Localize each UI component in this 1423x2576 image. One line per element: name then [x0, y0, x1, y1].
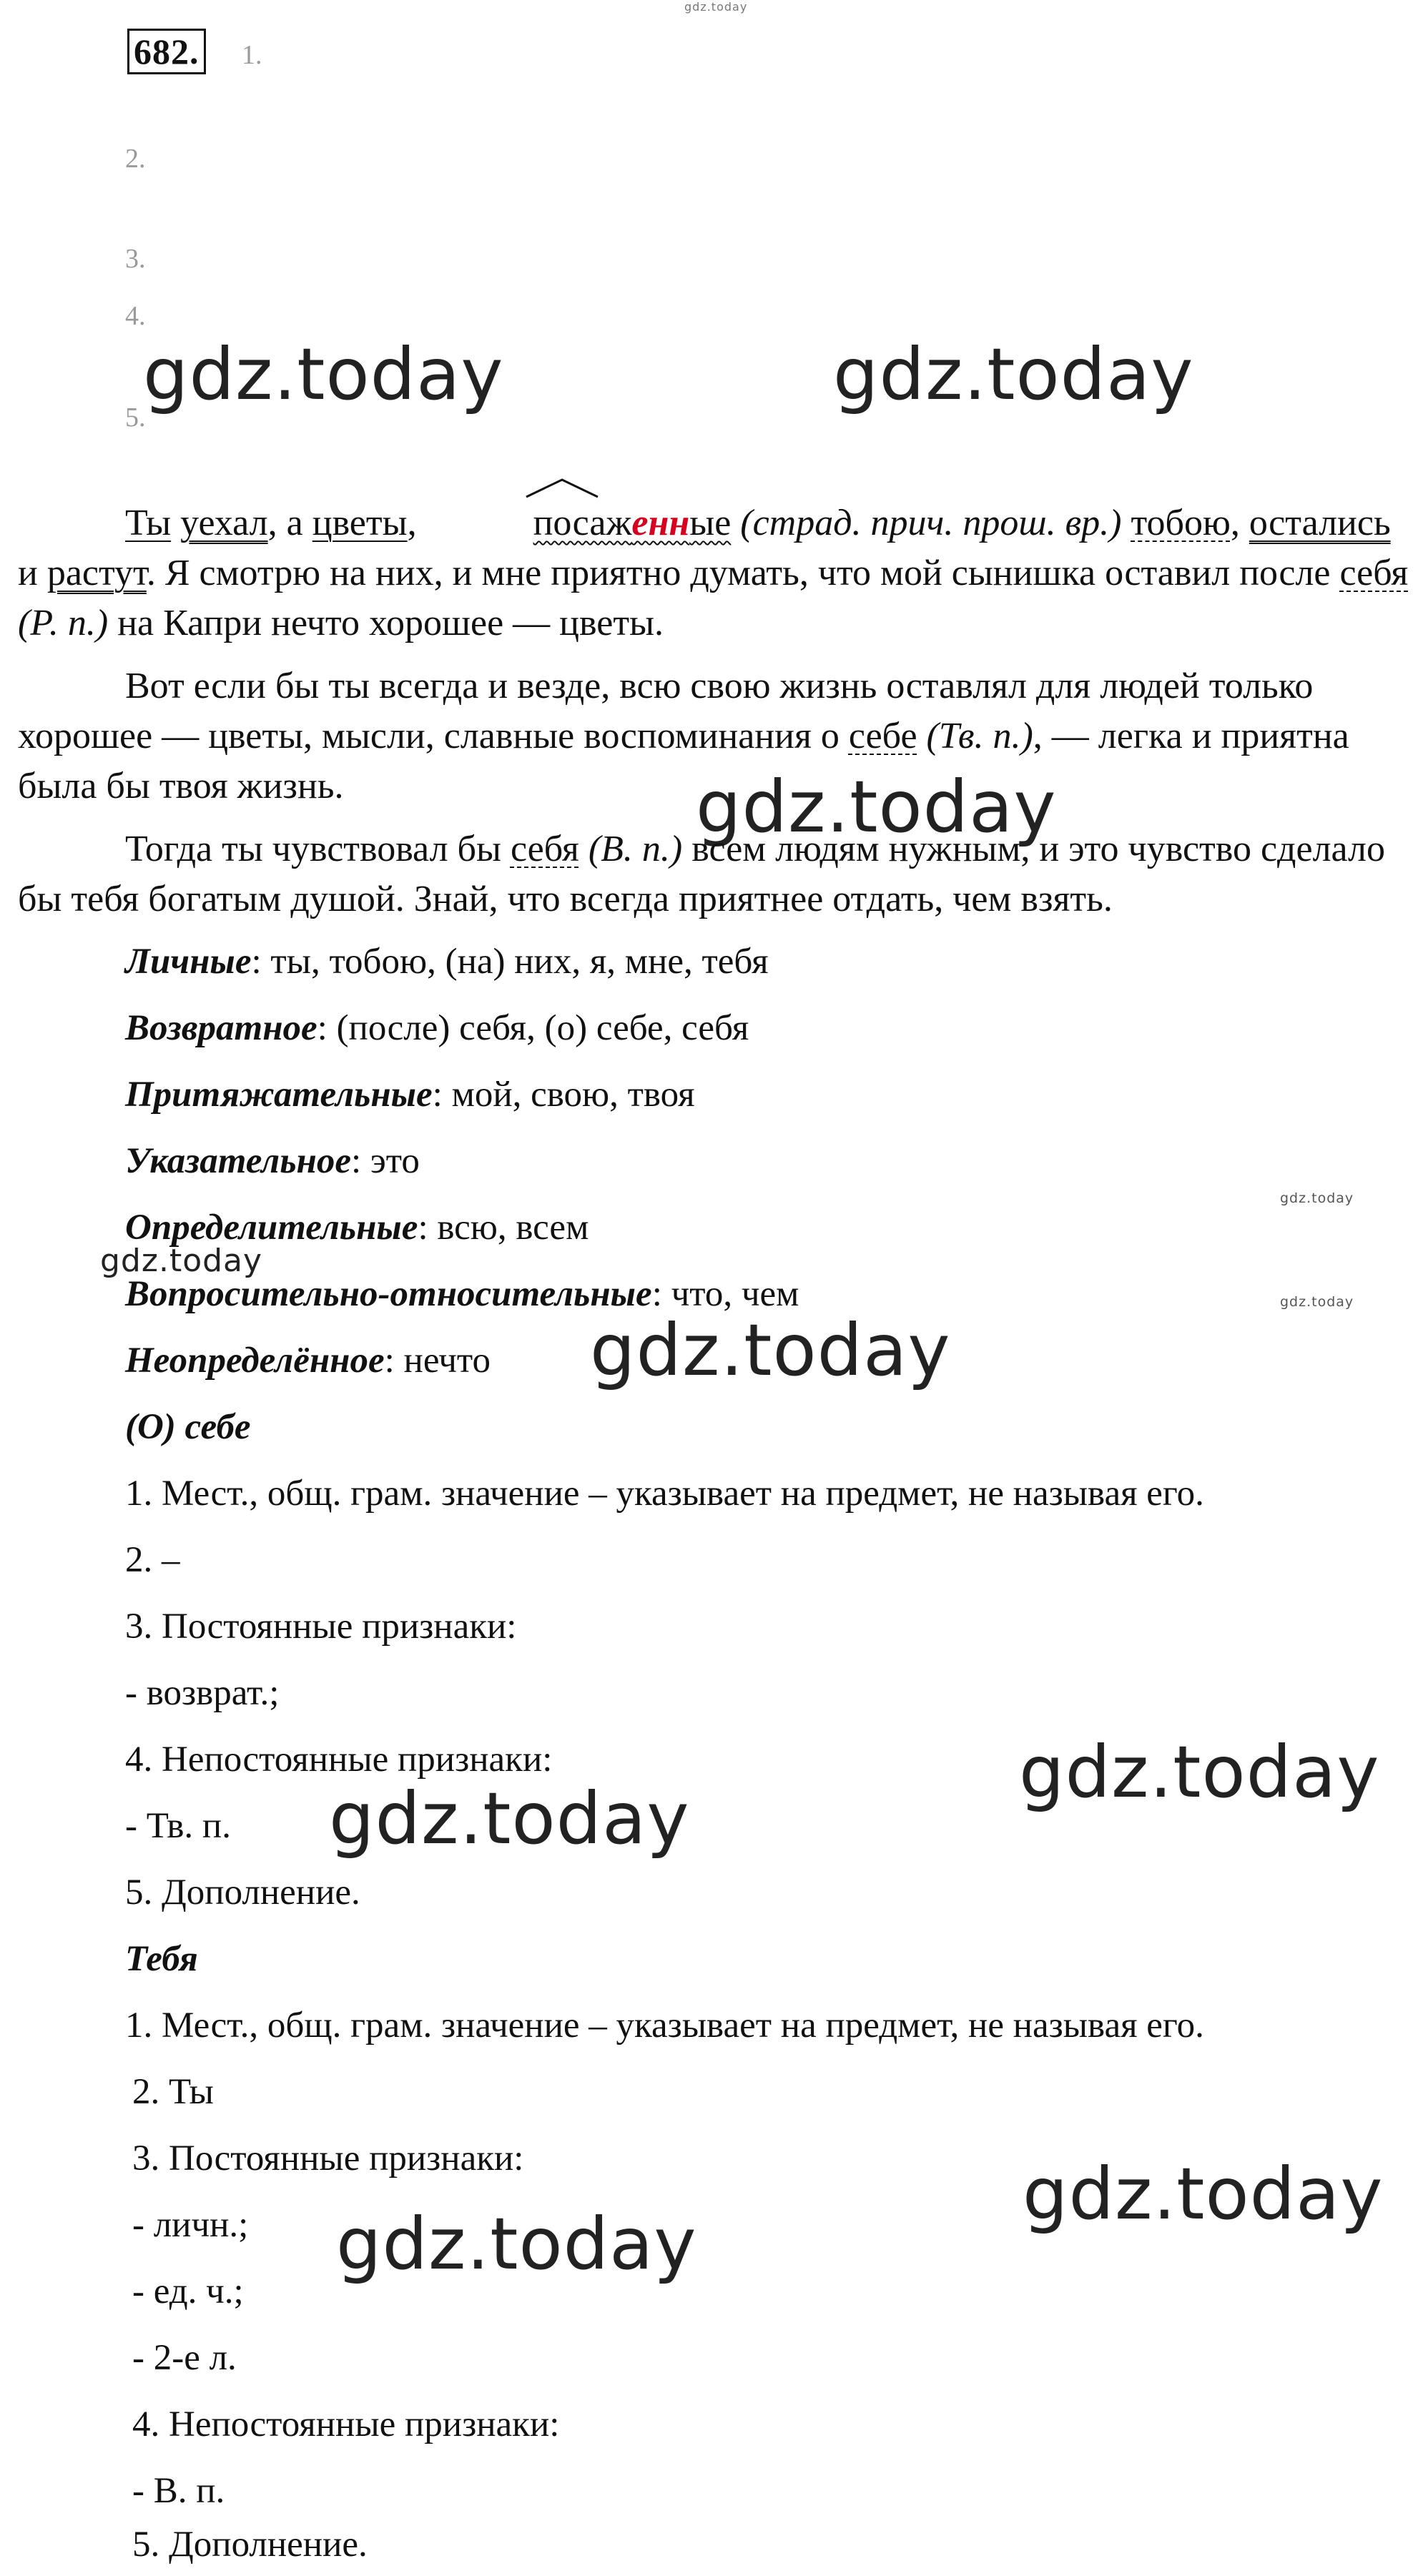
- analysis-line: - В. п.: [132, 2471, 225, 2511]
- word-predicate: уехал: [180, 503, 268, 543]
- analysis-line: - 2-е л.: [132, 2338, 237, 2378]
- list-number-1: 1.: [242, 40, 262, 70]
- participle-stem: посаж: [533, 503, 632, 543]
- word-object: тобою: [1131, 503, 1231, 543]
- category-demonstrative: [125, 1140, 420, 1182]
- annotation: (страд. прич. прош. вр.): [731, 503, 1122, 543]
- watermark: gdz.today: [100, 1243, 263, 1279]
- watermark: gdz.today: [1023, 2152, 1384, 2236]
- watermark: gdz.today: [1280, 1190, 1354, 1206]
- category-reflexive: [125, 1007, 749, 1049]
- watermark: gdz.today: [696, 765, 1057, 849]
- analysis-heading: Тебя: [125, 1939, 198, 1979]
- category-value: : всю, всем: [418, 1208, 589, 1248]
- list-number-2: 2.: [125, 144, 146, 174]
- analysis-heading: (О) себе: [125, 1407, 251, 1447]
- word-object: себя: [1339, 553, 1409, 593]
- analysis-line: 5. Дополнение.: [132, 2525, 368, 2565]
- word-participle: [426, 498, 732, 548]
- analysis-line: 3. Постоянные признаки:: [132, 2138, 524, 2178]
- category-indefinite: [125, 1340, 491, 1381]
- list-number-3: 3.: [125, 244, 146, 274]
- category-label: Личные: [125, 942, 252, 982]
- category-value: : что, чем: [651, 1274, 799, 1314]
- analysis-line: 2. –: [125, 1540, 180, 1580]
- suffix-highlight: енн: [631, 503, 690, 543]
- category-value: : это: [351, 1141, 420, 1181]
- watermark: gdz.today: [1019, 1730, 1380, 1814]
- text-fragment: на Капри нечто хорошее — цветы.: [108, 603, 664, 643]
- analysis-line: - ед. ч.;: [132, 2271, 244, 2311]
- text-fragment: . Я смотрю на них, и мне приятно думать, что мой сынишка оставил после: [146, 553, 1340, 593]
- watermark: gdz.today: [336, 2202, 697, 2286]
- paragraph-1: [18, 498, 1409, 648]
- category-value: : ты, тобою, (на) них, я, мне, тебя: [251, 942, 769, 982]
- paragraph-3: [18, 824, 1409, 924]
- analysis-line: 1. Мест., общ. грам. значение – указывает на предмет, не называя его.: [125, 1474, 1204, 1514]
- analysis-line: 5. Дополнение.: [125, 1872, 360, 1913]
- category-label: Притяжательные: [125, 1075, 433, 1115]
- list-number-4: 4.: [125, 301, 146, 331]
- word-object: себе: [848, 716, 917, 756]
- category-value: : мой, свою, твоя: [432, 1075, 695, 1115]
- watermark: gdz.today: [590, 1308, 951, 1392]
- text-fragment: [1121, 503, 1131, 543]
- category-value: : нечто: [384, 1341, 491, 1381]
- analysis-line: - возврат.;: [125, 1673, 280, 1713]
- category-label: Возвратное: [125, 1008, 317, 1048]
- word-predicate: растут: [46, 553, 147, 593]
- category-label: Определительные: [125, 1208, 418, 1248]
- analysis-line: 1. Мест., общ. грам. значение – указывает на предмет, не называя его.: [125, 2005, 1204, 2045]
- category-possessive: [125, 1074, 695, 1115]
- text-fragment: ,: [407, 503, 426, 543]
- word-subject: Ты: [125, 503, 172, 543]
- exercise-number: 682.: [127, 29, 206, 74]
- list-number-5: 5.: [125, 403, 146, 433]
- analysis-line: - Тв. п.: [125, 1806, 231, 1846]
- watermark: gdz.today: [143, 332, 504, 416]
- text-fragment: ,: [1230, 503, 1240, 543]
- word-object: себя: [510, 829, 579, 869]
- watermark: gdz.today: [1280, 1294, 1354, 1310]
- category-personal: [125, 941, 769, 982]
- annotation: (Р. п.): [18, 603, 109, 643]
- category-label: Неопределённое: [125, 1341, 385, 1381]
- watermark: gdz.today: [833, 332, 1194, 416]
- suffix-arc-icon: [523, 477, 601, 498]
- participle-ending: ые: [689, 503, 732, 543]
- analysis-line: 4. Непостоянные признаки:: [132, 2404, 560, 2444]
- watermark-top: gdz.today: [684, 0, 748, 14]
- text-fragment: всем людям нужным, и это чувство сделало бы тебя богатым душой. Знай, что всегда приятнее отдать, чем взять.: [18, 829, 1386, 919]
- analysis-line: 3. Постоянные признаки:: [125, 1607, 517, 1647]
- watermark: gdz.today: [329, 1777, 690, 1860]
- word-predicate: остались: [1249, 503, 1391, 543]
- word-subject: цветы: [312, 503, 408, 543]
- category-value: : (после) себя, (о) себе, себя: [317, 1008, 749, 1048]
- category-label: Вопросительно-относительные: [125, 1274, 652, 1314]
- category-label: Указательное: [125, 1141, 351, 1181]
- analysis-line: 4. Непостоянные признаки:: [125, 1739, 553, 1780]
- text-fragment: и: [18, 553, 47, 593]
- text-fragment: Вот если бы ты всегда и везде, всю свою жизнь оставлял для людей только хорошее — цветы, мысли, славные воспоминания о: [18, 666, 1314, 756]
- text-fragment: Тогда ты чувствовал бы: [125, 829, 511, 869]
- annotation: (Тв. п.): [917, 716, 1033, 756]
- text-fragment: , а: [267, 503, 312, 543]
- analysis-line: - личн.;: [132, 2205, 249, 2245]
- annotation: (В. п.): [578, 829, 683, 869]
- text-fragment: , — легка и приятна была бы твоя жизнь.: [18, 716, 1349, 806]
- analysis-line: 2. Ты: [132, 2072, 214, 2112]
